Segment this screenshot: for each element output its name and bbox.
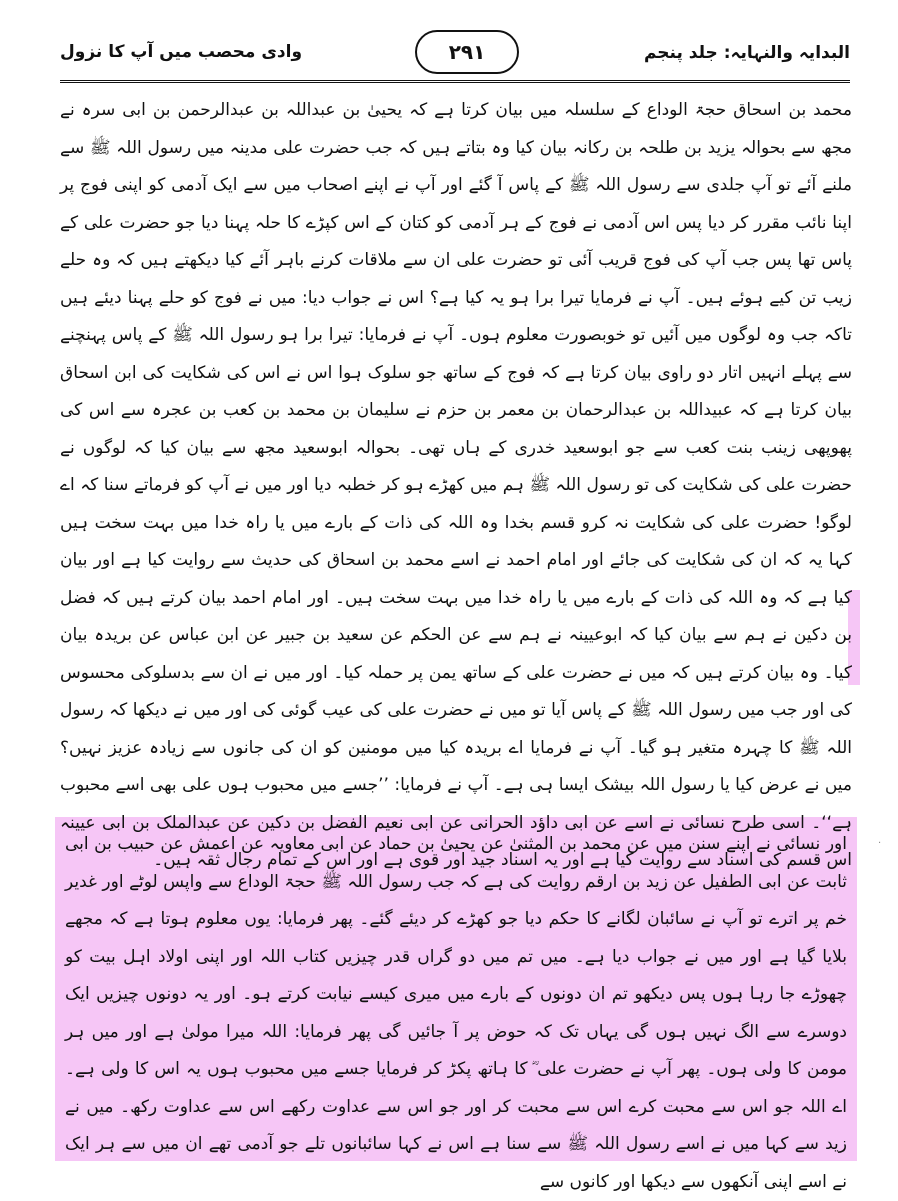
book-title: البدایہ والنہایہ: جلد پنجم (643, 43, 850, 63)
text-paragraph: محمد بن اسحاق حجۃ الوداع کے سلسلہ میں بیان کرتا ہے کہ یحییٰ بن عبداللہ بن عبدالرحمن بن ابی سرہ نے مجھ سے بحوالہ یزید بن طلحہ بن رکانہ بیان کیا وہ بتاتے ہیں کہ جب حضرت علی مدینہ میں رسول اللہ ﷺ سے ملنے آئے تو آپ جلدی سے رسول اللہ ﷺ کے پاس آ گئے اور آپ نے اپنے اصحاب میں سے ایک آدمی کو اپنی فوج پر اپنا نائب مقرر کر دیا پس اس آدمی نے فوج کے ہر آدمی کو کتان کے اس کپڑے کا حلہ پہنا دیا جو حضرت علی کے پاس تھا پس جب آپ کی فوج قریب آئی تو حضرت علی ان سے ملاقات کرنے باہر آئے کیا دیکھتے ہیں کہ وہ حلے زیب تن کیے ہوئے ہیں۔ آپ نے فرمایا تیرا برا ہو یہ کیا ہے؟ اس نے جواب دیا: میں نے فوج کو حلے پہنا دیئے ہیں تاکہ جب وہ لوگوں میں آئیں تو خوبصورت معلوم ہوں۔ آپ نے فرمایا: تیرا برا ہو رسول اللہ ﷺ کے پاس پہنچنے سے پہلے انہیں اتار دو راوی بیان کرتا ہے کہ فوج کے ساتھ جو سلوک ہوا اس نے اس کی شکایت کی ابن اسحاق بیان کرتا ہے کہ عبیداللہ بن عبدالرحمان بن معمر بن حزم نے سلیمان بن محمد بن کعب بن عجرہ سے اس کی پھوپھی زینب بنت کعب سے جو ابوسعید خدری کے ہاں تھی۔ بحوالہ ابوسعید مجھ سے بیان کیا کہ لوگوں نے حضرت علی کی شکایت کی تو رسول اللہ ﷺ ہم میں کھڑے ہو کر خطبہ دیا اور میں نے آپ کو فرماتے سنا کہ اے لوگو! حضرت علی کی شکایت نہ کرو قسم بخدا وہ اللہ کی ذات کے بارے میں یا راہ خدا میں بہت سخت ہیں کہا یہ کہ ان کی شکایت کی جائے اور امام احمد نے اسے محمد بن اسحاق کی حدیث سے روایت کیا ہے اور بیان کیا ہے کہ وہ اللہ کی ذات کے بارے میں یا راہ خدا میں بہت سخت ہیں۔ اور امام احمد بیان کرتے ہیں کہ فضل بن دکین نے ہم سے بیان کیا کہ ابوعیینہ نے ہم سے عن الحکم عن سعید بن جبیر عن ابن عباس عن بریدہ بیان کیا۔ وہ بیان کرتے ہیں کہ میں نے حضرت علی کے ساتھ یمن پر حملہ کیا۔ اور میں نے ان سے بدسلوکی محسوس کی اور جب میں رسول اللہ ﷺ کے پاس آیا تو میں نے حضرت علی کی عیب گوئی کی اور میں نے دیکھا کہ رسول اللہ ﷺ کا چہرہ متغیر ہو گیا۔ آپ نے فرمایا اے بریدہ کیا میں مومنین کو ان کی جانوں سے زیادہ عزیز نہیں؟ میں نے عرض کیا یا رسول اللہ بیشک ایسا ہی ہے۔ آپ نے فرمایا: ’’جسے میں محبوب ہوں علی بھی اسے محبوب ہے‘‘۔ اسی طرح نسائی نے اسے عن ابی داؤد الحرانی عن ابی نعیم الفضل بن دکین عن عبدالملک بن ابی عیینہ اس قسم کی اسناد سے روایت کیا ہے اور یہ اسناد جید اور قوی ہے اور اس کے تمام رجال ثقہ ہیں۔ (60, 100, 853, 870)
margin-mark: · (878, 838, 882, 849)
main-text (60, 92, 852, 880)
highlighted-paragraph: اور نسائی نے اپنے سنن میں عن محمد بن المثنیٰ عن یحییٰ بن حماد عن ابی معاویہ عن اعمش عن حبیب بن ابی ثابت عن ابی الطفیل عن زید بن ارقم روایت کی ہے کہ جب رسول اللہ ﷺ حجۃ الوداع سے واپس لوٹے اور غدیر خم پر اترے تو آپ نے سائبان لگانے کا حکم دیا جو کھڑے کر دیئے گئے۔ پھر فرمایا: یوں معلوم ہوتا ہے کہ مجھے بلایا گیا ہے اور میں نے جواب دیا ہے۔ میں تم میں دو گراں قدر چیزیں کتاب اللہ اور اپنی اولاد اہل بیت کو چھوڑے جا رہا ہوں پس دیکھو تم ان دونوں کے بارے میں میری کیسے نیابت کرتے ہو۔ اور یہ دونوں چیزیں ایک دوسرے سے الگ نہیں ہوں گی یہاں تک کہ حوض پر آ جائیں گی پھر فرمایا: اللہ میرا مولیٰ ہے اور میں ہر مومن کا ولی ہوں۔ پھر آپ نے حضرت علی ؓ کا ہاتھ پکڑ کر فرمایا جسے میں محبوب ہوں یہ اس کا ولی ہے۔ اے اللہ جو اس سے محبت کرے اس سے محبت کر اور جو اس سے عداوت رکھے اس سے عداوت رکھ۔ میں نے زید سے کہا میں نے اسے رسول اللہ ﷺ سے سنا ہے اس نے کہا سائبانوں تلے جو آدمی تھے ان میں سے ہر ایک نے اسے اپنی آنکھوں سے دیکھا اور کانوں سے (65, 834, 847, 1192)
chapter-title: وادی محصب میں آپ کا نزول (60, 42, 303, 62)
highlighted-text (65, 826, 847, 1201)
page-number: ۲۹۱ (415, 30, 519, 74)
page-header (60, 28, 850, 83)
